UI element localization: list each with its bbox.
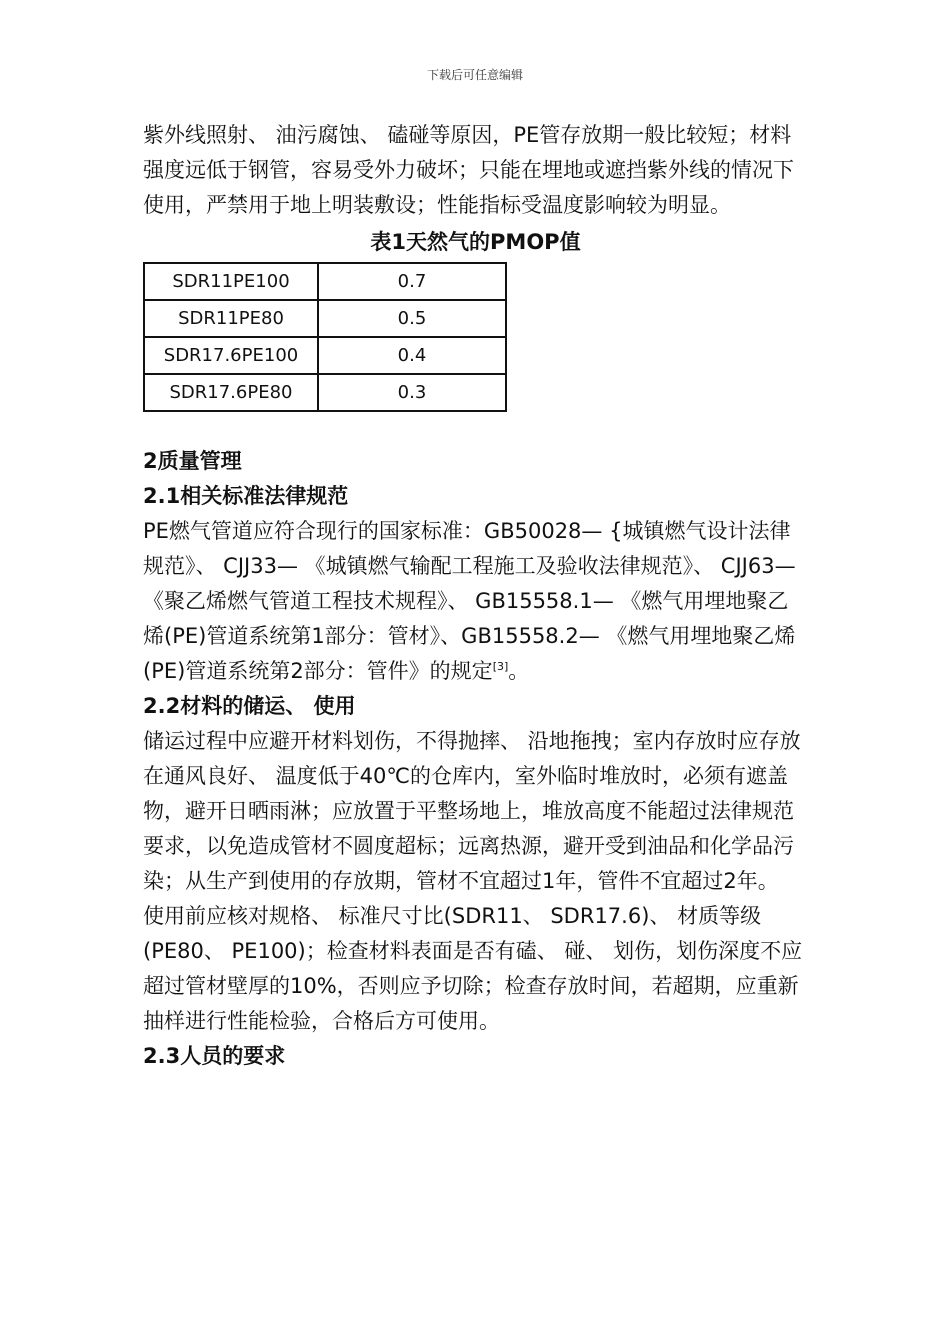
table-row xyxy=(144,300,506,337)
table-cell-value: 0.7 xyxy=(318,263,506,300)
table-cell-name: SDR17.6PE100 xyxy=(144,337,318,374)
section-heading-2-2: 2.2材料的储运、 使用 xyxy=(143,694,356,718)
table-cell-value: 0.4 xyxy=(318,337,506,374)
standards-paragraph xyxy=(143,514,808,689)
standards-text: PE燃气管道应符合现行的国家标准：GB50028— {城镇燃气设计法律规范》、 CJJ33— 《城镇燃气输配工程施工及验收法律规范》、 CJJ63— 《聚乙烯燃气管道工程技术规程》、 GB15558.1— 《燃气用埋地聚乙烯(PE)管道系统第1部分：管材》、GB15558.2— 《燃气用埋地聚乙烯(PE)管道系统第2部分：管件》的规定 xyxy=(143,519,796,683)
table-cell-name: SDR11PE100 xyxy=(144,263,318,300)
table-row xyxy=(144,263,506,300)
pmop-table xyxy=(143,262,507,412)
document-body xyxy=(143,118,808,1074)
intro-paragraph: 紫外线照射、 油污腐蚀、 磕碰等原因，PE管存放期一般比较短；材料强度远低于钢管，容易受外力破坏；只能在埋地或遮挡紫外线的情况下使用，严禁用于地上明装敷设；性能指标受温度影响较为明显。 xyxy=(143,123,794,217)
standards-text-end: 。 xyxy=(508,659,530,683)
usage-paragraph: 使用前应核对规格、 标准尺寸比(SDR11、 SDR17.6)、 材质等级(PE80、 PE100)；检查材料表面是否有磕、 碰、 划伤，划伤深度不应超过管材壁厚的10%，否则应予切除；检查存放时间，若超期，应重新抽样进行性能检验，合格后方可使用。 xyxy=(143,904,803,1033)
section-heading-2-1: 2.1相关标准法律规范 xyxy=(143,484,349,508)
table-cell-name: SDR17.6PE80 xyxy=(144,374,318,411)
table-row xyxy=(144,337,506,374)
storage-paragraph: 储运过程中应避开材料划伤，不得抛摔、 沿地拖拽；室内存放时应存放在通风良好、 温度低于40℃的仓库内，室外临时堆放时，必须有遮盖物，避开日晒雨淋；应放置于平整场地上，堆放高度不能超过法律规范要求，以免造成管材不圆度超标；远离热源，避开受到油品和化学品污染；从生产到使用的存放期，管材不宜超过1年，管件不宜超过2年。 xyxy=(143,729,801,893)
table-cell-value: 0.5 xyxy=(318,300,506,337)
table-cell-value: 0.3 xyxy=(318,374,506,411)
table-cell-name: SDR11PE80 xyxy=(144,300,318,337)
section-heading-2: 2质量管理 xyxy=(143,449,242,473)
page-header: 下载后可任意编辑 xyxy=(426,68,523,82)
table-caption: 表1天然气的PMOP值 xyxy=(370,230,581,254)
section-heading-2-3: 2.3人员的要求 xyxy=(143,1044,286,1068)
citation-reference: [3] xyxy=(492,660,509,673)
table-row xyxy=(144,374,506,411)
